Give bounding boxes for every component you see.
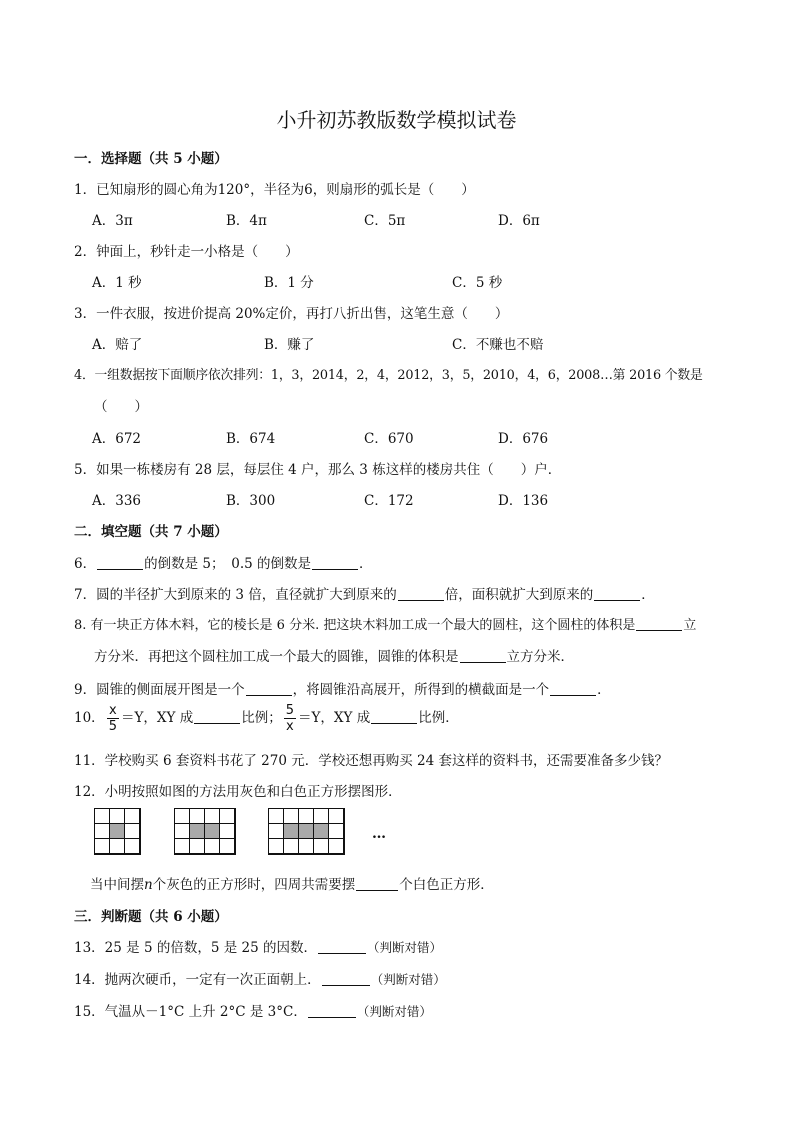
q4-option-b: B．674: [226, 431, 276, 447]
q15-text: 15．气温从－1°C 上升 2°C 是 3°C．: [74, 1004, 307, 1020]
q12-text-3: 个白色正方形．: [399, 877, 494, 893]
q15-blank[interactable]: [308, 1003, 356, 1018]
q2-option-a: A．1 秒: [92, 275, 142, 291]
question-13: [74, 936, 442, 956]
q5-option-c: C．172: [364, 493, 414, 509]
q13-blank[interactable]: [318, 939, 366, 954]
ellipsis: …: [372, 826, 386, 842]
q1-option-d: D．6π: [498, 213, 540, 229]
q1-option-b: B．4π: [226, 213, 267, 229]
q9-end: ．: [597, 682, 611, 698]
q10-blank-2[interactable]: [371, 709, 417, 724]
q12-text-2: 个灰色的正方形时，四周共需要摆: [152, 877, 356, 893]
q5-option-b: B．300: [226, 493, 276, 509]
q12-blank[interactable]: [356, 876, 398, 891]
q8-text-3: 方分米．再把这个圆柱加工成一个最大的圆锥，圆锥的体积是: [94, 649, 459, 665]
q14-hint: （判断对错）: [370, 972, 446, 987]
q9-blank-2[interactable]: [550, 681, 596, 696]
q6-text: 的倒数是 5； 0.5 的倒数是: [144, 556, 311, 572]
q4-option-c: C．670: [364, 431, 414, 447]
q1-option-c: C．5π: [364, 213, 406, 229]
q8-text-2: 立: [683, 618, 697, 633]
q5-option-d: D．136: [498, 493, 549, 509]
q6-number: 6．: [74, 556, 97, 572]
question-1: 1．已知扇形的圆心角为120°，半径为6，则扇形的弧长是（ ）: [74, 182, 475, 198]
q13-hint: （判断对错）: [366, 940, 442, 955]
question-9: [74, 678, 611, 698]
question-8: [74, 614, 696, 633]
q7-text-1: 7．圆的半径扩大到原来的 3 倍，直径就扩大到原来的: [74, 587, 397, 603]
section-heading-judge: 三．判断题（共 6 小题）: [74, 909, 228, 925]
q3-option-c: C．不赚也不赔: [452, 337, 544, 353]
q8-text-4: 立方分米．: [506, 649, 574, 665]
question-3: 3．一件衣服，按进价提高 20%定价，再打八折出售，这笔生意（ ）: [74, 306, 509, 322]
q8-blank-2[interactable]: [460, 648, 506, 663]
q8-blank-1[interactable]: [636, 616, 682, 631]
q9-blank-1[interactable]: [246, 681, 292, 696]
q14-blank[interactable]: [322, 971, 370, 986]
question-15: [74, 1000, 432, 1020]
q3-option-a: A．赔了: [92, 337, 143, 353]
q6-blank-1[interactable]: [97, 555, 143, 570]
q10-text-3: ＝Y，XY 成: [297, 710, 371, 726]
fraction-5-over-x: $\frac{5}{x}$: [285, 703, 294, 734]
q10-blank-1[interactable]: [194, 709, 240, 724]
q2-option-b: B．1 分: [264, 275, 314, 291]
q15-hint: （判断对错）: [356, 1004, 432, 1019]
question-7: [74, 583, 655, 603]
q4-option-a: A．672: [92, 431, 142, 447]
fraction-x-over-5: $\frac{x}{5}$: [108, 703, 117, 734]
question-4: 4．一组数据按下面顺序依次排列：1，3，2014，2，4，2012，3，5，2010，4，6，2008…第 2016 个数是: [74, 368, 703, 383]
q7-blank-1[interactable]: [398, 586, 444, 601]
q14-text: 14．抛两次硬币，一定有一次正面朝上．: [74, 972, 321, 988]
q7-text-2: 倍，面积就扩大到原来的: [444, 587, 594, 603]
q10-number: 10．: [74, 710, 105, 726]
pattern-2: [174, 808, 236, 855]
section-heading-fill: 二．填空题（共 7 小题）: [74, 524, 228, 540]
q9-text-2: ，将圆锥沿高展开，所得到的横截面是一个: [292, 682, 550, 698]
question-8-cont: [94, 645, 574, 665]
question-2: 2．钟面上，秒针走一小格是（ ）: [74, 244, 299, 260]
q5-option-a: A．336: [92, 493, 142, 509]
q10-text-2: 比例；: [241, 710, 282, 726]
q13-text: 13．25 是 5 的倍数，5 是 25 的因数．: [74, 940, 317, 956]
q7-blank-2[interactable]: [594, 586, 640, 601]
q10-text-4: 比例．: [418, 710, 459, 726]
question-11: 11．学校购买 6 套资料书花了 270 元．学校还想再购买 24 套这样的资料书，还需要准备多少钱？: [74, 753, 668, 769]
q4-option-d: D．676: [498, 431, 549, 447]
question-10: [74, 703, 459, 734]
question-12: 12．小明按照如图的方法用灰色和白色正方形摆图形．: [74, 784, 402, 800]
pattern-3: [268, 808, 345, 855]
q9-text-1: 9．圆锥的侧面展开图是一个: [74, 682, 245, 698]
q2-option-c: C．5 秒: [452, 275, 503, 291]
page-title: 小升初苏教版数学模拟试卷: [276, 108, 517, 132]
question-14: [74, 968, 446, 988]
q7-end: ．: [641, 587, 655, 603]
q3-option-b: B．赚了: [264, 337, 315, 353]
section-heading-choice: 一．选择题（共 5 小题）: [74, 151, 228, 167]
q1-option-a: A．3π: [92, 213, 133, 229]
q12-variable-n: n: [144, 877, 153, 893]
pattern-1: [94, 808, 141, 855]
q10-text-1: ＝Y，XY 成: [120, 710, 194, 726]
q6-blank-2[interactable]: [312, 555, 358, 570]
q12-text-1: 当中间摆: [90, 877, 144, 893]
q8-text-1: 8. 有一块正方体木料，它的棱长是 6 分米. 把这块木料加工成一个最大的圆柱，这个圆柱的体积是: [74, 618, 636, 633]
question-6: [74, 552, 373, 572]
q6-end: ．: [359, 556, 373, 572]
square-pattern-figure: [92, 808, 392, 866]
question-4-paren: （ ）: [94, 399, 148, 415]
question-12-prompt: [90, 873, 494, 893]
question-5: 5．如果一栋楼房有 28 层，每层住 4 户，那么 3 栋这样的楼房共住（ ）户．: [74, 462, 562, 478]
